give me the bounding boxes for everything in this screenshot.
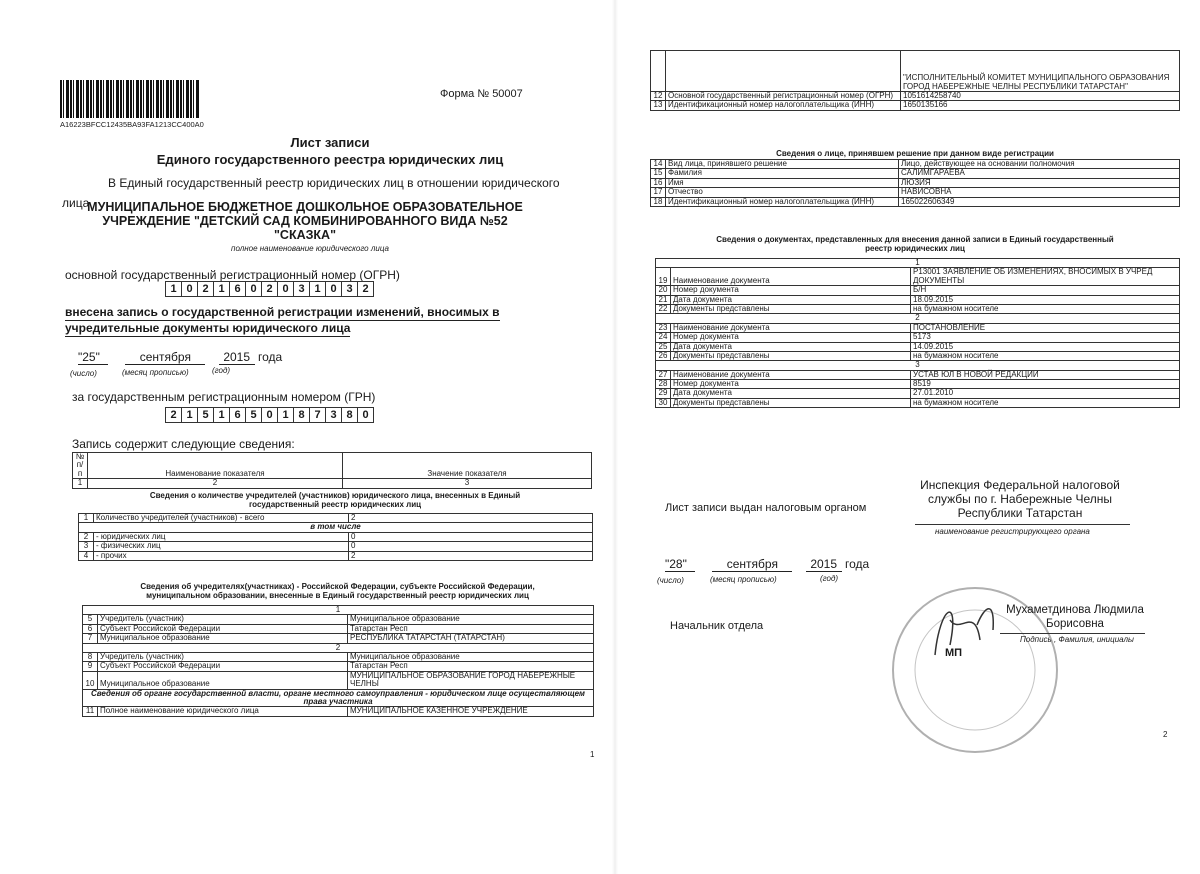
- r5-value: Муниципальное образование: [348, 615, 594, 624]
- table-row: 1 Количество учредителей (участников) - всего 2: [79, 514, 593, 523]
- r9-value: Татарстан Респ: [348, 662, 594, 671]
- signature-underline: [1000, 633, 1145, 634]
- group-2: 2: [83, 643, 594, 652]
- table-row: [651, 51, 1180, 92]
- doc-group-1: 1: [656, 259, 1180, 268]
- ogrn-digit: 2: [357, 281, 374, 297]
- r21-value: 18.09.2015: [911, 295, 1180, 304]
- entry-line-1: внесена запись о государственной регистрации изменений, вносимых в: [65, 305, 500, 319]
- r7-value: РЕСПУБЛИКА ТАТАРСТАН (ТАТАРСТАН): [348, 634, 594, 643]
- entry-date: [78, 350, 282, 365]
- documents-table: [655, 258, 1180, 408]
- entry-day: "25": [78, 350, 108, 365]
- r10-label: Муниципальное образование: [98, 671, 348, 689]
- founders-total: 2: [349, 514, 593, 523]
- founders-total-label: Количество учредителей (участников) - всего: [94, 514, 349, 523]
- table-row: 22 Документы представлены на бумажном носителе: [656, 304, 1180, 313]
- table-row: 2 - юридических лиц 0: [79, 532, 593, 541]
- sign-caption: Подпись , Фамилия, инициалы: [1020, 635, 1134, 644]
- table-row: 29 Дата документа 27.01.2010: [656, 389, 1180, 398]
- r10-value: МУНИЦИПАЛЬНОЕ ОБРАЗОВАНИЕ ГОРОД НАБЕРЕЖНЫЕ ЧЕЛНЫ: [348, 671, 594, 689]
- authority-line-2: службы по г. Набережные Челны: [928, 492, 1112, 506]
- authority-table: [650, 50, 1180, 111]
- legal-label: - юридических лиц: [94, 532, 349, 541]
- sec1-title-1: Сведения о количестве учредителей (участников) юридического лица, внесенных в Единый: [149, 491, 521, 500]
- r19-value: Р13001 ЗАЯВЛЕНИЕ ОБ ИЗМЕНЕНИЯХ, ВНОСИМЫХ В УЧРЕД ДОКУМЕНТЫ: [911, 268, 1180, 286]
- sec3-title: Сведения об органе государственной власти, органе местного самоуправления - юридическом лице осуществляющем права участника: [83, 689, 594, 707]
- table-row: [79, 523, 593, 532]
- grn-digit: 5: [245, 407, 261, 423]
- intro-word: лица: [62, 196, 90, 210]
- cap-year: (год): [212, 366, 231, 375]
- sec5-title-2: реестр юридических лиц: [865, 244, 965, 253]
- incl-label: в том числе: [79, 523, 593, 532]
- r30-label: Документы представлены: [671, 398, 911, 407]
- founders-count-table: [78, 513, 593, 561]
- grn-digit: 1: [181, 407, 197, 423]
- doc-group-3: 3: [656, 361, 1180, 370]
- table-row: 26 Документы представлены на бумажном носителе: [656, 351, 1180, 360]
- sec2-title-1: Сведения об учредителях(участниках) - Российской Федерации, субъекте Российской Федерации,: [140, 582, 535, 591]
- r6-label: Субъект Российской Федерации: [98, 624, 348, 633]
- table-row: 3 - физических лиц 0: [79, 542, 593, 551]
- ogrn-digit: 1: [165, 281, 181, 297]
- table-row: 6 Субъект Российской Федерации Татарстан Респ: [83, 624, 594, 633]
- grn-label: за государственным регистрационным номером (ГРН): [72, 390, 376, 404]
- r12-value: 1051614258740: [901, 92, 1180, 101]
- signer-line-1: Мухаметдинова Людмила: [1006, 604, 1144, 616]
- table-row: 25 Дата документа 14.09.2015: [656, 342, 1180, 351]
- issue-cap-day: (число): [657, 576, 684, 585]
- issue-year-word: года: [845, 557, 870, 571]
- sec1-title: [80, 491, 590, 509]
- sec2-title-2: муниципальном образовании, внесенные в Единый государственный реестр юридических лиц: [146, 591, 529, 600]
- doc-subtitle: Единого государственного реестра юридических лиц: [156, 152, 504, 167]
- r26-value: на бумажном носителе: [911, 351, 1180, 360]
- issue-year: 2015: [806, 557, 842, 572]
- table-row: 19 Наименование документа Р13001 ЗАЯВЛЕНИЕ ОБ ИЗМЕНЕНИЯХ, ВНОСИМЫХ В УЧРЕД ДОКУМЕНТЫ: [656, 268, 1180, 286]
- r25-value: 14.09.2015: [911, 342, 1180, 351]
- ogrn-digit: 0: [325, 281, 341, 297]
- r23-label: Наименование документа: [671, 323, 911, 332]
- sec5-title: [655, 235, 1175, 253]
- org-caption: полное наименование юридического лица: [231, 244, 389, 253]
- org-name-line-1: МУНИЦИПАЛЬНОЕ БЮДЖЕТНОЕ ДОШКОЛЬНОЕ ОБРАЗОВАТЕЛЬНОЕ: [87, 200, 523, 214]
- r22-label: Документы представлены: [671, 304, 911, 313]
- table-row: 8 Учредитель (участник) Муниципальное образование: [83, 652, 594, 661]
- r28-label: Номер документа: [671, 380, 911, 389]
- r13-value: 1650135166: [901, 101, 1180, 110]
- page-number-1: 1: [590, 750, 595, 759]
- phys-label: - физических лиц: [94, 542, 349, 551]
- signature: [935, 609, 993, 655]
- barcode: [60, 80, 200, 118]
- ogrn-digit: 1: [309, 281, 325, 297]
- entry-year: 2015: [219, 350, 255, 365]
- authority-name: [905, 478, 1135, 520]
- table-row: 30 Документы представлены на бумажном носителе: [656, 398, 1180, 407]
- ogrn-digit: 0: [277, 281, 293, 297]
- r8-value: Муниципальное образование: [348, 652, 594, 661]
- contains-label: Запись содержит следующие сведения:: [72, 437, 295, 451]
- doc-group-2: 2: [656, 314, 1180, 323]
- decision-person-table: [650, 159, 1180, 207]
- r26-label: Документы представлены: [671, 351, 911, 360]
- founders-table: [82, 605, 594, 717]
- r28-value: 8519: [911, 380, 1180, 389]
- table-row: 27 Наименование документа УСТАВ ЮЛ В НОВОЙ РЕДАКЦИИ: [656, 370, 1180, 379]
- r11-value: МУНИЦИПАЛЬНОЕ КАЗЕННОЕ УЧРЕЖДЕНИЕ: [348, 707, 594, 716]
- issue-cap-month: (месяц прописью): [710, 575, 777, 584]
- table-row: 16 Имя ЛЮЗИЯ: [651, 178, 1180, 187]
- r22-value: на бумажном носителе: [911, 304, 1180, 313]
- entry-year-word: года: [258, 350, 283, 364]
- issue-cap-year: (год): [820, 574, 839, 583]
- r23-value: ПОСТАНОВЛЕНИЕ: [911, 323, 1180, 332]
- r15-label: Фамилия: [666, 169, 899, 178]
- table-row: 14 Вид лица, принявшего решение Лицо, действующее на основании полномочия: [651, 160, 1180, 169]
- authority-caption: наименование регистрирующего органа: [935, 527, 1090, 536]
- r20-label: Номер документа: [671, 286, 911, 295]
- r15-value: САЛИМГАРАЕВА: [899, 169, 1180, 178]
- r14-label: Вид лица, принявшего решение: [666, 160, 899, 169]
- r12-label: Основной государственный регистрационный номер (ОГРН): [666, 92, 901, 101]
- table-row: 13 Идентификационный номер налогоплательщика (ИНН) 1650135166: [651, 101, 1180, 110]
- r30-value: на бумажном носителе: [911, 398, 1180, 407]
- ogrn-digit: 2: [261, 281, 277, 297]
- position-label: Начальник отдела: [670, 620, 764, 632]
- signer-name: [995, 603, 1155, 631]
- r29-label: Дата документа: [671, 389, 911, 398]
- r24-label: Номер документа: [671, 333, 911, 342]
- ogrn-digit: 3: [341, 281, 357, 297]
- group-1: 1: [83, 606, 594, 615]
- r21-label: Дата документа: [671, 295, 911, 304]
- r16-label: Имя: [666, 178, 899, 187]
- r7-label: Муниципальное образование: [98, 634, 348, 643]
- table-row: 7 Муниципальное образование РЕСПУБЛИКА ТАТАРСТАН (ТАТАРСТАН): [83, 634, 594, 643]
- sec1-title-2: государственный реестр юридических лиц: [248, 500, 422, 509]
- cap-month: (месяц прописью): [122, 368, 189, 377]
- r27-label: Наименование документа: [671, 370, 911, 379]
- table-row: 21 Дата документа 18.09.2015: [656, 295, 1180, 304]
- page-number-2: 2: [1163, 730, 1168, 739]
- table-row: 10 Муниципальное образование МУНИЦИПАЛЬНОЕ ОБРАЗОВАНИЕ ГОРОД НАБЕРЕЖНЫЕ ЧЕЛНЫ: [83, 671, 594, 689]
- authority-line-3: Республики Татарстан: [957, 506, 1083, 520]
- grn-digit: 1: [277, 407, 293, 423]
- r8-label: Учредитель (участник): [98, 652, 348, 661]
- sec4-title: Сведения о лице, принявшем решение при данном виде регистрации: [776, 149, 1054, 158]
- grn-digit: 5: [197, 407, 213, 423]
- sec5-title-1: Сведения о документах, представленных для внесения данной записи в Единый государственный: [716, 235, 1114, 244]
- issue-date: [665, 557, 869, 572]
- table-row: 17 Отчество НАВИСОВНА: [651, 188, 1180, 197]
- page-2: [615, 0, 1200, 874]
- r20-value: Б/Н: [911, 286, 1180, 295]
- grn-digit: 2: [165, 407, 181, 423]
- grn-digit: 8: [341, 407, 357, 423]
- sec2-title: [80, 582, 595, 600]
- entry-line-2: учредительные документы юридического лица: [65, 321, 351, 335]
- table-row: 18 Идентификационный номер налогоплательщика (ИНН) 165022606349: [651, 197, 1180, 206]
- grn-digit: 6: [229, 407, 245, 423]
- header-table: [72, 452, 592, 489]
- table-row: 24 Номер документа 5173: [656, 333, 1180, 342]
- org-name-line-3: "СКАЗКА": [273, 228, 337, 242]
- r17-value: НАВИСОВНА: [899, 188, 1180, 197]
- issued-label: Лист записи выдан налоговым органом: [665, 502, 867, 514]
- table-row: 4 - прочих 2: [79, 551, 593, 560]
- grn-digit: 3: [325, 407, 341, 423]
- r11-continued: "ИСПОЛНИТЕЛЬНЫЙ КОМИТЕТ МУНИЦИПАЛЬНОГО ОБРАЗОВАНИЯ ГОРОД НАБЕРЕЖНЫЕ ЧЕЛНЫ РЕСПУБЛИКИ ТАТАРСТАН": [901, 51, 1180, 92]
- r9-label: Субъект Российской Федерации: [98, 662, 348, 671]
- grn-digit: 8: [293, 407, 309, 423]
- signer-line-2: Борисовна: [1046, 618, 1104, 630]
- grn-digit: 0: [357, 407, 374, 423]
- r6-value: Татарстан Респ: [348, 624, 594, 633]
- entry-month: сентября: [125, 350, 205, 365]
- cap-day: (число): [70, 369, 97, 378]
- other-value: 2: [349, 551, 593, 560]
- intro-text: В Единый государственный реестр юридических лиц в отношении юридического: [108, 176, 560, 190]
- ogrn-digit: 0: [181, 281, 197, 297]
- ogrn-digit: 0: [245, 281, 261, 297]
- r14-value: Лицо, действующее на основании полномочия: [899, 160, 1180, 169]
- grn-digit: 7: [309, 407, 325, 423]
- ogrn-digit: 3: [293, 281, 309, 297]
- table-row: 23 Наименование документа ПОСТАНОВЛЕНИЕ: [656, 323, 1180, 332]
- r5-label: Учредитель (участник): [98, 615, 348, 624]
- r13-label: Идентификационный номер налогоплательщика (ИНН): [666, 101, 901, 110]
- entry-statement: [65, 305, 500, 337]
- table-row: 9 Субъект Российской Федерации Татарстан Респ: [83, 662, 594, 671]
- hdr-no: № п/п: [73, 453, 88, 479]
- table-row: 12 Основной государственный регистрационный номер (ОГРН) 1051614258740: [651, 92, 1180, 101]
- ogrn-number: [165, 281, 374, 297]
- r18-value: 165022606349: [899, 197, 1180, 206]
- hdr-idx-1: 1: [73, 479, 88, 488]
- r24-value: 5173: [911, 333, 1180, 342]
- r25-label: Дата документа: [671, 342, 911, 351]
- table-row: 11 Полное наименование юридического лица МУНИЦИПАЛЬНОЕ КАЗЕННОЕ УЧРЕЖДЕНИЕ: [83, 707, 594, 716]
- table-row: 28 Номер документа 8519: [656, 380, 1180, 389]
- r27-value: УСТАВ ЮЛ В НОВОЙ РЕДАКЦИИ: [911, 370, 1180, 379]
- hdr-name: Наименование показателя: [88, 453, 343, 479]
- ogrn-digit: 2: [197, 281, 213, 297]
- doc-title: Лист записи: [290, 135, 370, 150]
- r11-label: Полное наименование юридического лица: [98, 707, 348, 716]
- r17-label: Отчество: [666, 188, 899, 197]
- grn-number: [165, 407, 374, 423]
- table-row: 15 Фамилия САЛИМГАРАЕВА: [651, 169, 1180, 178]
- barcode-text: A16223BFCC12435BA93FA1213CC400A0: [60, 120, 204, 129]
- table-row: 5 Учредитель (участник) Муниципальное образование: [83, 615, 594, 624]
- authority-line-1: Инспекция Федеральной налоговой: [920, 478, 1120, 492]
- ogrn-label: основной государственный регистрационный номер (ОГРН): [65, 268, 400, 282]
- org-name: [70, 200, 540, 242]
- r18-label: Идентификационный номер налогоплательщика (ИНН): [666, 197, 899, 206]
- form-number: Форма № 50007: [440, 88, 523, 100]
- other-label: - прочих: [94, 551, 349, 560]
- stamp-label: МП: [945, 647, 963, 659]
- r16-value: ЛЮЗИЯ: [899, 178, 1180, 187]
- org-name-line-2: УЧРЕЖДЕНИЕ "ДЕТСКИЙ САД КОМБИНИРОВАННОГО ВИДА №52: [102, 214, 508, 228]
- table-row: 20 Номер документа Б/Н: [656, 286, 1180, 295]
- legal-value: 0: [349, 532, 593, 541]
- phys-value: 0: [349, 542, 593, 551]
- issue-month: сентября: [712, 557, 792, 572]
- grn-digit: 0: [261, 407, 277, 423]
- ogrn-digit: 1: [213, 281, 229, 297]
- grn-digit: 1: [213, 407, 229, 423]
- issue-day: "28": [665, 557, 695, 572]
- r29-value: 27.01.2010: [911, 389, 1180, 398]
- hdr-value: Значение показателя: [343, 453, 592, 479]
- authority-underline: [915, 524, 1130, 525]
- ogrn-digit: 6: [229, 281, 245, 297]
- hdr-idx-2: 2: [88, 479, 343, 488]
- r19-label: Наименование документа: [671, 268, 911, 286]
- hdr-idx-3: 3: [343, 479, 592, 488]
